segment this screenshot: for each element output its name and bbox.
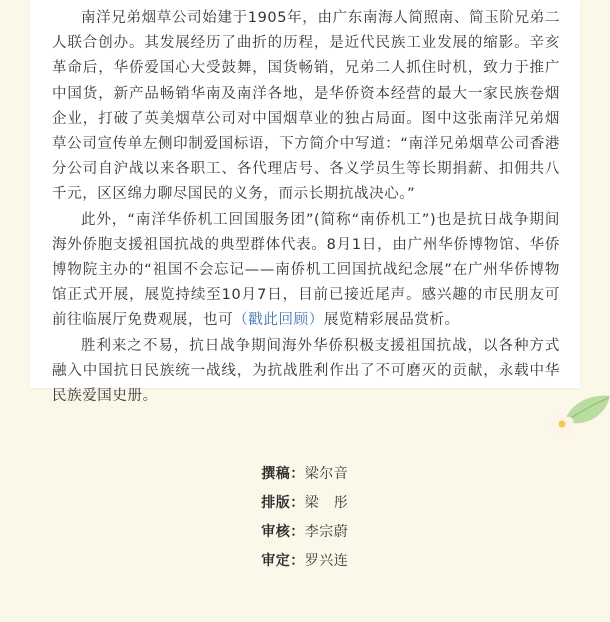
credit-row-writer bbox=[261, 460, 357, 489]
review-link[interactable]: （戳此回顾） bbox=[233, 312, 324, 329]
credits-list bbox=[261, 460, 357, 576]
credit-value: 梁 彤 bbox=[304, 495, 349, 511]
credit-row-reviewer bbox=[261, 518, 357, 547]
paragraph-2-text: 此外，“南洋华侨机工回国服务团”(简称“南侨机工”)也是抗日战争期间海外侨胞支援祖国抗战的典型群体代表。8月1日，由广州华侨博物馆、华侨博物院主办的“祖国不会忘记——南侨机工回国抗战纪念展”在广州华侨博物馆正式开展，展览持续至10月7日，目前已接近尾声。感兴趣的市民朋友可前往临展厅免费观展，也可 bbox=[52, 211, 560, 329]
credit-row-layout bbox=[261, 489, 357, 518]
article-paragraph-3: 胜利来之不易，抗日战争期间海外华侨积极支援祖国抗战，以各种方式融入中国抗日民族统一战线，为抗战胜利作出了不可磨灭的贡献，永载中华民族爱国史册。 bbox=[52, 337, 560, 405]
credit-label: 审核： bbox=[261, 524, 305, 540]
credit-value: 梁尔音 bbox=[304, 466, 349, 482]
credits-section bbox=[0, 460, 610, 576]
credit-value: 罗兴连 bbox=[304, 553, 349, 569]
credit-label: 排版： bbox=[261, 495, 305, 511]
credit-label: 撰稿： bbox=[261, 466, 305, 482]
credit-row-approver bbox=[261, 547, 357, 576]
credit-label: 审定： bbox=[261, 553, 305, 569]
leaf-flower-icon bbox=[550, 392, 610, 438]
paragraph-2-tail: 展览精彩展品赏析。 bbox=[323, 312, 460, 329]
credit-value: 李宗蔚 bbox=[304, 524, 349, 540]
article-card bbox=[30, 0, 580, 405]
article-paragraph-2 bbox=[52, 208, 560, 334]
article-paragraph-1: 南洋兄弟烟草公司始建于1905年，由广东南海人简照南、简玉阶兄弟二人联合创办。其发展经历了曲折的历程，是近代民族工业发展的缩影。辛亥革命后，华侨爱国心大受鼓舞，国货畅销，兄弟二人抓住时机，致力于推广中国货，新产品畅销华南及南洋各地，是华侨资本经营的最大一家民族卷烟企业，打破了英美烟草公司对中国烟草业的独占局面。图中这张南洋兄弟烟草公司宣传单左侧印制爱国标语，下方简介中写道：“南洋兄弟烟草公司香港分公司自沪战以来各职工、各代理店号、各义学员生等长期捐薪、扣佣共八千元，区区绵力聊尽国民的义务，而示长期抗战决心。” bbox=[52, 10, 560, 203]
